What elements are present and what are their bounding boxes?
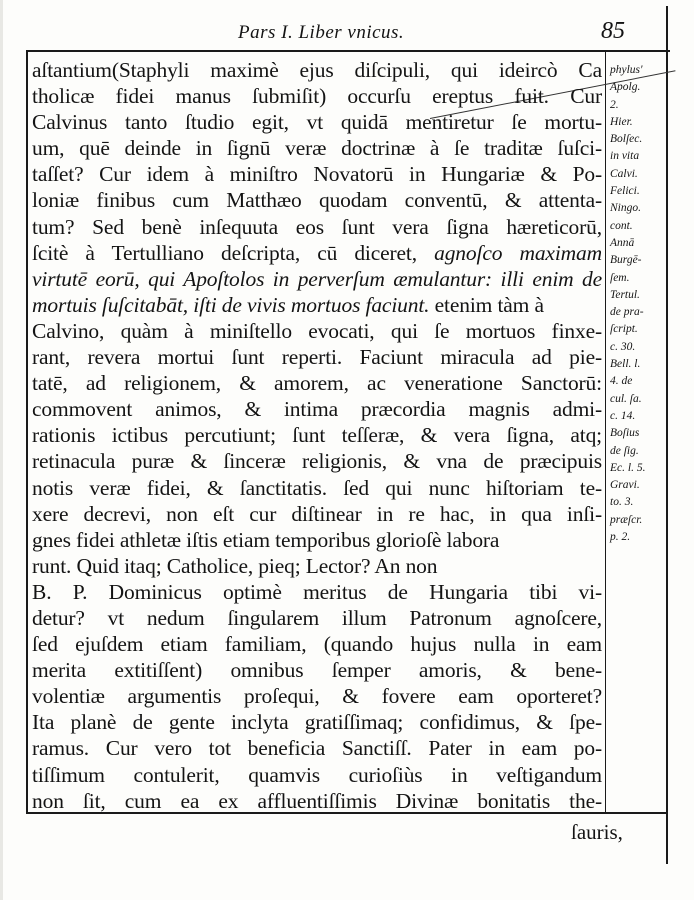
margin-note-line: Ningo.	[610, 202, 641, 215]
text-run: volentiæ argumentis proſequi, & fovere eam oporteret?	[32, 684, 602, 709]
text-run: rationis ictibus percutiunt; ſunt teſſeræ, & vera ſigna, atq;	[32, 423, 602, 448]
margin-note-line: cont.	[610, 219, 633, 232]
marginal-notes	[610, 62, 666, 546]
margin-note-line: phylus'	[610, 64, 643, 76]
text-line	[32, 553, 602, 579]
footer-rule	[26, 812, 668, 814]
text-run: um, quē deinde in ſignū veræ doctrinæ à ſe traditæ ſuſci-	[32, 136, 602, 161]
margin-note-line: p. 2.	[610, 531, 631, 544]
page-header	[28, 14, 668, 50]
text-line	[32, 631, 602, 657]
text-run: Ita planè de gente inclyta gratiſſimaq; confidimus, & ſpe-	[32, 710, 602, 735]
margin-note-line: Felici.	[610, 185, 640, 198]
margin-note-line: Tertul.	[610, 288, 640, 301]
margin-divider-rule	[605, 52, 606, 812]
margin-note-line: 4. de	[610, 375, 633, 388]
text-line	[32, 318, 602, 344]
text-line	[32, 501, 602, 527]
text-line	[32, 83, 602, 109]
margin-note-line: de ſig.	[610, 444, 639, 457]
margin-note-line: cul. ſa.	[610, 392, 642, 405]
text-line	[32, 370, 602, 396]
text-run: non ſit, cum ea ex affluentiſſimis Divinæ bonitatis the-	[32, 788, 602, 813]
text-run: Calvinus tanto ſtudio egit, vt quidā mentiretur ſe mortu-	[32, 110, 602, 135]
text-run: ſed ejuſdem etiam familiam, (quando hujus nulla in eam	[32, 632, 602, 657]
margin-note-line: Boſius	[610, 427, 640, 440]
margin-note-line: Bolſec.	[610, 133, 643, 146]
text-run: tum? Sed benè inſequuta eos ſunt vera ſigna hæreticorū,	[32, 214, 602, 239]
text-run: tiſſimum contulerit, quamvis curioſiùs in veſtigandum	[32, 762, 602, 787]
text-line	[32, 214, 602, 240]
text-run: tatē, ad religionem, & amorem, ac veneratione Sanctorū:	[32, 371, 602, 396]
text-line	[32, 422, 602, 448]
margin-note-line: Gravi.	[610, 479, 640, 492]
margin-note-line: in vita	[610, 150, 640, 163]
margin-note-line: c. 14.	[610, 409, 636, 422]
text-line	[32, 579, 602, 605]
text-line	[32, 161, 602, 187]
text-line	[32, 605, 602, 631]
margin-note-line: ſcript.	[610, 323, 638, 336]
text-line	[32, 57, 602, 83]
text-run: B. P. Dominicus optimè meritus de Hungaria tibi vi-	[32, 579, 602, 604]
text-run: rant, revera mortui ſunt reperti. Faciunt miracula ad pie-	[32, 345, 602, 370]
text-run: etenim tàm à	[429, 292, 544, 317]
italic-quotation: virtutē eorū, qui Apoſtolos in perverſum æmulantur: illi enim de	[32, 266, 602, 291]
text-run: detur? vt nedum ſingularem illum Patronum agnoſcere,	[32, 605, 602, 630]
text-line	[32, 240, 602, 266]
margin-note-line: c. 30.	[610, 340, 636, 353]
text-line	[32, 266, 602, 292]
text-run: Calvino, quàm à miniſtello evocati, qui ſe mortuos finxe-	[32, 318, 602, 343]
text-run: merita extitiſſent) omnibus ſemper amoris, & bene-	[32, 658, 602, 683]
margin-note-line: ſem.	[610, 271, 630, 284]
text-run: commovent animos, & intima præcordia magnis admi-	[32, 397, 602, 422]
text-line	[32, 735, 602, 761]
margin-note-line: præſcr.	[610, 513, 643, 526]
margin-note-line: Ec. l. 5.	[610, 461, 646, 474]
text-run: retinacula puræ & ſinceræ religionis, & vna de præcipuis	[32, 449, 602, 474]
text-run: ramus. Cur vero tot beneficia Sanctiſſ. Pater in eam po-	[32, 736, 602, 761]
italic-quotation: mortuis ſuſcitabāt, iſti de vivis mortuos faciunt.	[32, 292, 430, 317]
text-line	[32, 187, 602, 213]
margin-note-line: Burgē-	[610, 254, 642, 267]
margin-note-line: Calvi.	[610, 167, 638, 180]
text-line	[32, 788, 602, 814]
page-edge	[0, 0, 3, 900]
text-line	[32, 292, 602, 318]
text-line	[32, 475, 602, 501]
margin-note-line: 2.	[610, 98, 619, 111]
text-line	[32, 448, 602, 474]
text-run: ſcitè à Tertulliano deſcripta, cū diceret,	[32, 240, 435, 265]
text-line	[32, 709, 602, 735]
text-run: notis veræ fidei, & ſanctitatis. ſed qui nunc hiſtoriam te-	[32, 475, 602, 500]
text-run: xere decrevi, non eſt cur diſtinear in re hac, in qua inſi-	[32, 501, 602, 526]
margin-note-line: Annā	[610, 236, 635, 249]
text-line	[32, 396, 602, 422]
text-line	[32, 762, 602, 788]
text-run: loniæ finibus cum Matthæo quodam conventū, & attenta-	[32, 188, 602, 213]
text-line	[32, 683, 602, 709]
frame-rule-left	[26, 50, 28, 812]
text-line	[32, 344, 602, 370]
text-run: aſtantium(Staphyli maximè ejus diſcipuli, qui ideircò Ca	[32, 58, 602, 82]
header-rule	[28, 50, 670, 52]
margin-note-line: Bell. l.	[610, 358, 641, 371]
margin-note-line: Apolg.	[610, 81, 641, 94]
text-line	[32, 527, 602, 553]
margin-note-line: de pra-	[610, 306, 644, 319]
text-run: taſſet? Cur idem à miniſtro Novatorū in Hungariæ & Po-	[32, 162, 602, 187]
text-run: gnes fidei athletæ iſtis etiam temporibus glorioſè labora	[32, 527, 500, 552]
running-title: Pars I. Liber vnicus.	[238, 22, 405, 43]
text-run: runt. Quid itaq; Catholice, pieq; Lector? An non	[32, 553, 438, 578]
italic-quotation: agnoſco maximam	[434, 240, 602, 265]
text-run: tholicæ fidei manus ſubmiſit) occurſu ereptus fuit. Cur	[32, 84, 602, 109]
margin-note-line: Hier.	[610, 115, 633, 128]
text-line	[32, 135, 602, 161]
main-text-block	[32, 57, 602, 814]
page-number: 85	[601, 18, 625, 44]
text-line	[32, 657, 602, 683]
margin-note-line: to. 3.	[610, 496, 634, 509]
text-line	[32, 109, 602, 135]
frame-rule-right	[666, 6, 668, 864]
catchword: ſauris,	[571, 820, 623, 844]
